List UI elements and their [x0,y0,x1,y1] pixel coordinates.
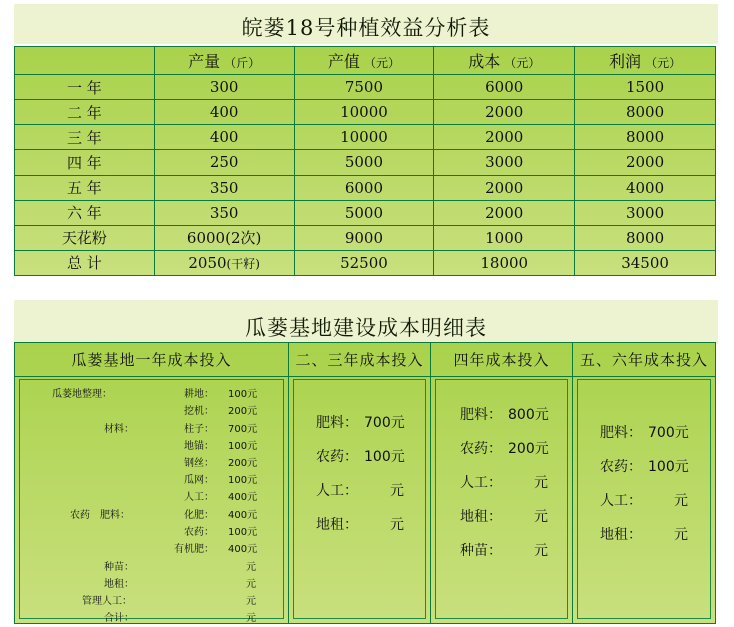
cost-table-title: 瓜蒌基地建设成本明细表 [245,316,487,340]
col-inner-frame [293,379,426,619]
item-amount: 100元 [648,459,689,475]
row-cost: 6000 [434,75,575,100]
row-cost: 1000 [434,225,575,250]
yield-row [15,150,716,175]
item-amount: 元 [246,562,256,573]
col-inner-frame [19,379,284,624]
item-amount: 元 [390,483,404,499]
row-name: 天花粉 [15,225,155,250]
item-name: 种苗： [104,562,134,573]
row-profit: 4000 [575,175,716,200]
row-value: 6000 [294,175,434,200]
yield-row [15,75,716,100]
row-value: 9000 [294,225,434,250]
item-amount: 800元 [508,407,549,423]
item-name: 柱子： [184,424,214,435]
item-name: 有机肥： [174,544,214,555]
yield-header-cost: 成本 （元） [434,47,575,75]
item-name: 农药： [460,441,502,457]
item-amount: 元 [246,613,256,624]
col-header: 瓜蒌基地一年成本投入 [15,343,288,377]
row-cost: 2000 [434,100,575,125]
row-yield: 350 [154,175,294,200]
item-name: 化肥： [184,510,214,521]
item-amount: 元 [674,527,688,543]
item-amount: 100元 [228,527,258,538]
yield-header-profit: 利润 （元） [575,47,716,75]
yield-header-yield: 产量 （斤） [154,47,294,75]
row-yield: 400 [154,100,294,125]
row-name: 二 年 [15,100,155,125]
item-amount: 700元 [364,415,405,431]
item-name: 地锚： [184,441,214,452]
yield-header-value: 产值 （元） [294,47,434,75]
col-header: 二、三年成本投入 [289,343,430,377]
item-name: 农药： [600,459,642,475]
item-amount: 400元 [228,544,258,555]
item-amount: 700元 [228,424,258,435]
item-name: 合计： [104,613,134,624]
row-profit: 3000 [575,200,716,225]
row-value: 5000 [294,200,434,225]
row-yield: 2050(干籽) [154,250,294,275]
yield-table-title: 皖蒌18号种植效益分析表 [241,16,491,40]
yield-note: (干籽) [226,256,260,271]
row-name: 四 年 [15,150,155,175]
cost-col-year5-6 [573,343,715,623]
cost-col-year4 [431,343,573,623]
cost-col-year2-3 [289,343,431,623]
row-profit: 8000 [575,225,716,250]
item-amount: 元 [246,596,256,607]
item-name: 肥料： [600,425,642,441]
row-name: 六 年 [15,200,155,225]
row-yield: 350 [154,200,294,225]
item-name: 肥料： [316,415,358,431]
item-name: 人工： [600,493,642,509]
item-name: 地租： [316,517,358,533]
row-value: 7500 [294,75,434,100]
row-name: 一 年 [15,75,155,100]
row-cost: 18000 [434,250,575,275]
category-label: 瓜蒌地整理： [52,389,112,400]
item-amount: 100元 [228,389,258,400]
item-amount: 元 [246,579,256,590]
row-yield: 250 [154,150,294,175]
row-name: 三 年 [15,125,155,150]
row-profit: 8000 [575,125,716,150]
yield-header-empty [15,47,155,75]
item-amount: 400元 [228,492,258,503]
item-name: 挖机： [184,406,214,417]
row-name: 总 计 [15,250,155,275]
item-amount: 400元 [228,510,258,521]
yield-row [15,200,716,225]
yield-row [15,225,716,250]
row-value: 52500 [294,250,434,275]
item-amount: 元 [390,517,404,533]
yield-row [15,100,716,125]
row-cost: 2000 [434,175,575,200]
item-amount: 200元 [508,441,549,457]
row-value: 10000 [294,100,434,125]
item-name: 人工： [184,492,214,503]
col-header: 五、六年成本投入 [573,343,715,377]
item-amount: 元 [534,543,548,559]
col-inner-frame [577,379,711,619]
row-value: 10000 [294,125,434,150]
item-name: 肥料： [460,407,502,423]
row-profit: 8000 [575,100,716,125]
item-amount: 元 [534,509,548,525]
item-amount: 100元 [364,449,405,465]
category-label: 农药 肥料： [70,510,130,521]
item-name: 农药： [184,527,214,538]
item-amount: 元 [534,475,548,491]
item-name: 人工： [316,483,358,499]
row-profit: 34500 [575,250,716,275]
row-cost: 3000 [434,150,575,175]
item-name: 人工： [460,475,502,491]
yield-table [14,46,716,276]
item-name: 种苗： [460,543,502,559]
cost-col-year1 [15,343,289,623]
item-name: 耕地： [184,389,214,400]
item-name: 农药： [316,449,358,465]
yield-total-row [15,250,716,275]
item-name: 地租： [600,527,642,543]
row-profit: 2000 [575,150,716,175]
col-inner-frame [435,379,568,619]
item-amount: 200元 [228,458,258,469]
row-cost: 2000 [434,200,575,225]
item-name: 管理人工： [82,596,132,607]
item-amount: 100元 [228,475,258,486]
yield-row [15,175,716,200]
item-amount: 200元 [228,406,258,417]
row-yield: 300 [154,75,294,100]
item-name: 地租： [104,579,134,590]
item-amount: 100元 [228,441,258,452]
row-name: 五 年 [15,175,155,200]
cost-table [14,342,716,624]
category-label: 材料： [104,424,134,435]
item-amount: 元 [674,493,688,509]
item-name: 瓜网： [184,475,214,486]
col-header: 四年成本投入 [431,343,572,377]
yield-row [15,125,716,150]
row-yield: 6000(2次) [154,225,294,250]
item-name: 钢丝： [184,458,214,469]
row-yield: 400 [154,125,294,150]
item-name: 地租： [460,509,502,525]
yield-header-row [15,47,716,75]
row-profit: 1500 [575,75,716,100]
item-amount: 700元 [648,425,689,441]
row-value: 5000 [294,150,434,175]
row-cost: 2000 [434,125,575,150]
